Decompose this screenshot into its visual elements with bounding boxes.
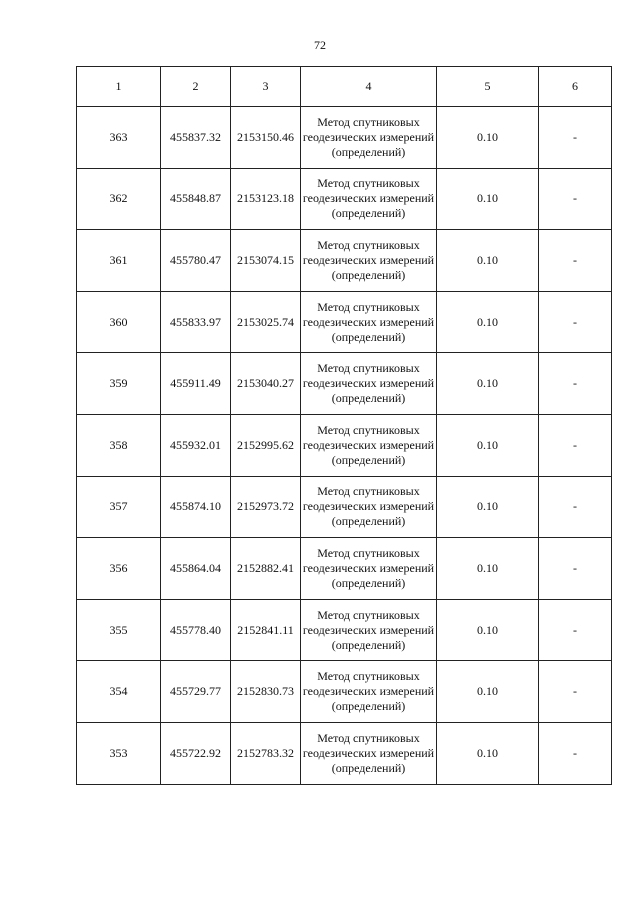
- method-cell: Метод спутниковых геодезических измерений (определений): [301, 661, 437, 723]
- y-coordinate-cell: 2153040.27: [231, 353, 301, 415]
- point-number-cell: 353: [77, 722, 161, 784]
- note-cell: -: [539, 414, 612, 476]
- accuracy-cell: 0.10: [437, 291, 539, 353]
- accuracy-cell: 0.10: [437, 661, 539, 723]
- table-row: [77, 661, 612, 723]
- table-row: [77, 168, 612, 230]
- table-row: [77, 414, 612, 476]
- x-coordinate-cell: 455874.10: [161, 476, 231, 538]
- note-cell: -: [539, 230, 612, 292]
- accuracy-cell: 0.10: [437, 168, 539, 230]
- x-coordinate-cell: 455778.40: [161, 599, 231, 661]
- header-cell: 5: [437, 67, 539, 107]
- accuracy-cell: 0.10: [437, 230, 539, 292]
- point-number-cell: 357: [77, 476, 161, 538]
- accuracy-cell: 0.10: [437, 353, 539, 415]
- y-coordinate-cell: 2153074.15: [231, 230, 301, 292]
- note-cell: -: [539, 168, 612, 230]
- accuracy-cell: 0.10: [437, 476, 539, 538]
- accuracy-cell: 0.10: [437, 107, 539, 169]
- y-coordinate-cell: 2152841.11: [231, 599, 301, 661]
- header-cell: 3: [231, 67, 301, 107]
- point-number-cell: 358: [77, 414, 161, 476]
- x-coordinate-cell: 455932.01: [161, 414, 231, 476]
- point-number-cell: 359: [77, 353, 161, 415]
- table-row: [77, 722, 612, 784]
- method-cell: Метод спутниковых геодезических измерений (определений): [301, 353, 437, 415]
- accuracy-cell: 0.10: [437, 599, 539, 661]
- x-coordinate-cell: 455722.92: [161, 722, 231, 784]
- y-coordinate-cell: 2153150.46: [231, 107, 301, 169]
- method-cell: Метод спутниковых геодезических измерений (определений): [301, 107, 437, 169]
- y-coordinate-cell: 2152995.62: [231, 414, 301, 476]
- accuracy-cell: 0.10: [437, 722, 539, 784]
- table-row: [77, 538, 612, 600]
- point-number-cell: 363: [77, 107, 161, 169]
- point-number-cell: 362: [77, 168, 161, 230]
- point-number-cell: 354: [77, 661, 161, 723]
- note-cell: -: [539, 661, 612, 723]
- y-coordinate-cell: 2153025.74: [231, 291, 301, 353]
- method-cell: Метод спутниковых геодезических измерений (определений): [301, 599, 437, 661]
- method-cell: Метод спутниковых геодезических измерений (определений): [301, 168, 437, 230]
- point-number-cell: 355: [77, 599, 161, 661]
- y-coordinate-cell: 2152830.73: [231, 661, 301, 723]
- method-cell: Метод спутниковых геодезических измерений (определений): [301, 722, 437, 784]
- header-cell: 1: [77, 67, 161, 107]
- method-cell: Метод спутниковых геодезических измерений (определений): [301, 538, 437, 600]
- note-cell: -: [539, 538, 612, 600]
- table-row: [77, 291, 612, 353]
- table-row: [77, 107, 612, 169]
- accuracy-cell: 0.10: [437, 414, 539, 476]
- note-cell: -: [539, 476, 612, 538]
- y-coordinate-cell: 2152783.32: [231, 722, 301, 784]
- x-coordinate-cell: 455848.87: [161, 168, 231, 230]
- note-cell: -: [539, 353, 612, 415]
- table-row: [77, 353, 612, 415]
- table-row: [77, 230, 612, 292]
- note-cell: -: [539, 599, 612, 661]
- x-coordinate-cell: 455729.77: [161, 661, 231, 723]
- accuracy-cell: 0.10: [437, 538, 539, 600]
- table-row: [77, 599, 612, 661]
- page-number: 72: [314, 38, 326, 52]
- note-cell: -: [539, 722, 612, 784]
- header-cell: 2: [161, 67, 231, 107]
- header-cell: 6: [539, 67, 612, 107]
- table-header-row: [77, 67, 612, 107]
- coordinates-table: [76, 66, 612, 785]
- method-cell: Метод спутниковых геодезических измерений (определений): [301, 230, 437, 292]
- note-cell: -: [539, 107, 612, 169]
- method-cell: Метод спутниковых геодезических измерений (определений): [301, 291, 437, 353]
- note-cell: -: [539, 291, 612, 353]
- x-coordinate-cell: 455911.49: [161, 353, 231, 415]
- point-number-cell: 361: [77, 230, 161, 292]
- method-cell: Метод спутниковых геодезических измерений (определений): [301, 414, 437, 476]
- table-row: [77, 476, 612, 538]
- header-cell: 4: [301, 67, 437, 107]
- y-coordinate-cell: 2152973.72: [231, 476, 301, 538]
- point-number-cell: 360: [77, 291, 161, 353]
- x-coordinate-cell: 455833.97: [161, 291, 231, 353]
- method-cell: Метод спутниковых геодезических измерений (определений): [301, 476, 437, 538]
- y-coordinate-cell: 2153123.18: [231, 168, 301, 230]
- x-coordinate-cell: 455837.32: [161, 107, 231, 169]
- x-coordinate-cell: 455864.04: [161, 538, 231, 600]
- y-coordinate-cell: 2152882.41: [231, 538, 301, 600]
- x-coordinate-cell: 455780.47: [161, 230, 231, 292]
- point-number-cell: 356: [77, 538, 161, 600]
